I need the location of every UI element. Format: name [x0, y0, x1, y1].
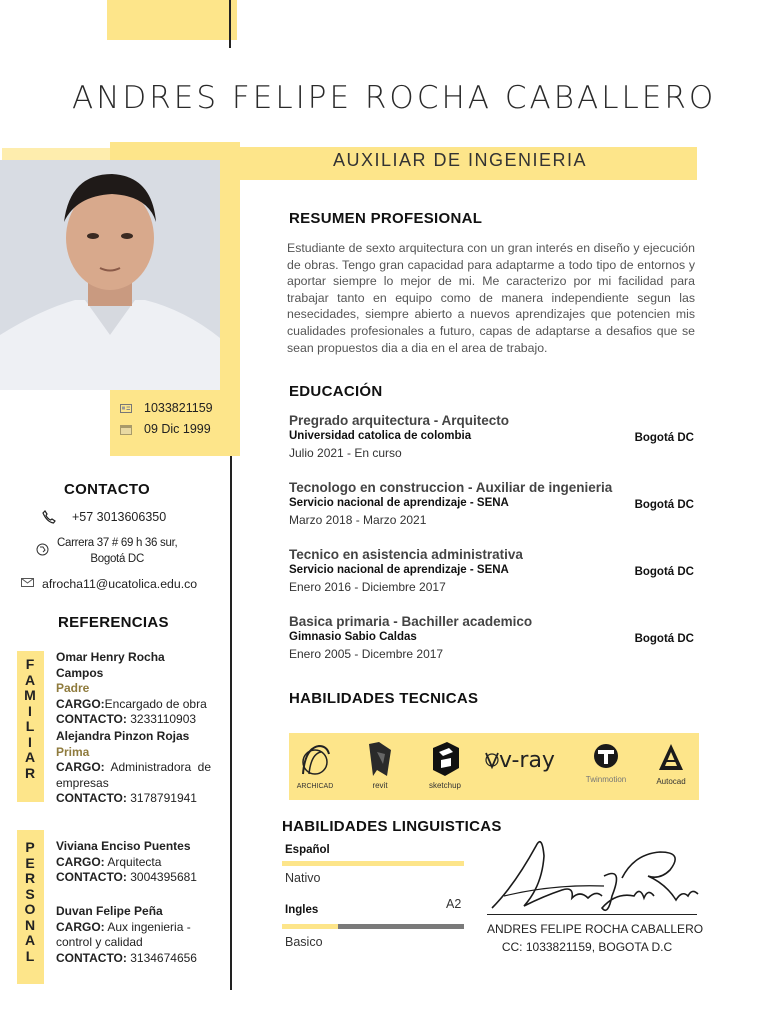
- portrait-icon: [0, 160, 220, 390]
- languages-heading: HABILIDADES LINGUISTICAS: [282, 818, 502, 835]
- id-row: [120, 401, 213, 415]
- archicad-icon: [297, 742, 333, 776]
- skill-autocad: Autocad: [652, 742, 690, 786]
- phone-row: [42, 510, 166, 527]
- signature-line: [487, 914, 697, 915]
- language-level: Nativo: [285, 871, 321, 885]
- education-item: Tecnico en asistencia administrativa Servicio nacional de aprendizaje - SENA Bogotá DC Enero 2016 - Diciembre 2017: [289, 547, 694, 594]
- top-accent-block: [107, 0, 237, 40]
- reference-familiar-2: Alejandra Pinzon Rojas Prima CARGO: Administradora de empresas CONTACTO: 3178791941: [56, 729, 211, 805]
- language-level: Basico: [285, 935, 323, 949]
- location-icon: [36, 543, 49, 561]
- autocad-icon: [657, 742, 685, 772]
- language-code: A2: [446, 897, 462, 911]
- reference-familiar-1: Omar Henry Rocha Campos Padre CARGO:Encargado de obra CONTACTO: 3233110903: [56, 650, 207, 726]
- address-line-2: Bogotá DC: [90, 553, 144, 565]
- signature-name: ANDRES FELIPE ROCHA CABALLERO: [487, 922, 704, 936]
- twinmotion-icon: [592, 742, 620, 770]
- mail-icon: [21, 577, 34, 591]
- language-bar-english: [282, 924, 464, 929]
- id-card-icon: [120, 403, 132, 414]
- id-number: 1033821159: [144, 401, 213, 415]
- vray-icon: v-ray: [485, 748, 555, 773]
- phone-number: +57 3013606350: [72, 510, 167, 524]
- address-line-1: Carrera 37 # 69 h 36 sur,: [57, 537, 178, 549]
- column-divider-line: [230, 446, 232, 990]
- reference-personal-1: Viviana Enciso Puentes CARGO: Arquitecta CONTACTO: 3004395681: [56, 839, 197, 884]
- language-bar-fill: [282, 924, 338, 929]
- phone-icon: [42, 510, 56, 527]
- full-name: ANDRES FELIPE ROCHA CABALLERO: [72, 80, 717, 116]
- education-item: Pregrado arquitectura - Arquitecto Universidad catolica de colombia Bogotá DC Julio 2021 - En curso: [289, 413, 694, 460]
- references-heading: REFERENCIAS: [58, 614, 169, 631]
- language-bar-fill: [282, 861, 464, 866]
- education-item: Tecnologo en construccion - Auxiliar de ingenieria Servicio nacional de aprendizaje - SENA Bogotá DC Marzo 2018 - Marzo 2021: [289, 480, 694, 527]
- revit-icon: [365, 742, 395, 776]
- signature-id: CC: 1033821159, BOGOTA D.C: [501, 940, 673, 954]
- email-row: [21, 577, 197, 591]
- familiar-tag: F A M I L I A R: [24, 656, 36, 781]
- job-title: AUXILIAR DE INGENIERIA: [332, 150, 588, 170]
- skill-revit: revit: [360, 742, 400, 790]
- birth-date: 09 Dic 1999: [144, 422, 211, 436]
- language-bar-spanish: [282, 861, 464, 866]
- skills-heading: HABILIDADES TECNICAS: [289, 690, 479, 707]
- profile-photo: [0, 160, 220, 390]
- education-heading: EDUCACIÓN: [289, 383, 383, 400]
- address-row: [36, 535, 177, 567]
- language-name: Ingles: [285, 904, 319, 916]
- email-address: afrocha11@ucatolica.edu.co: [42, 577, 198, 591]
- reference-personal-2: Duvan Felipe Peña CARGO: Aux ingenieria - control y calidad CONTACTO: 3134674656: [56, 904, 197, 965]
- skill-vray: [483, 748, 557, 773]
- education-item: Basica primaria - Bachiller academico Gimnasio Sabio Caldas Bogotá DC Enero 2005 - Dicembre 2017: [289, 614, 694, 661]
- skill-archicad: ARCHICAD: [294, 742, 336, 790]
- summary-text: Estudiante de sexto arquitectura con un gran interés en diseño y ejecución de obras. Tengo gran capacidad para adaptarme a todo tipo de entornos y aportar siempre lo mejor de mi. Me caracterizo por mi facilidad para trabajar tanto en equipo como de manera independiente segun las nesecidades, siempre abierto a nuevos aprendizajes que potencien mis cualidades profesionales a futuro, capas de adaptarse a desafios que se sean propuestos dia a dia en el area de trabajo.: [287, 241, 695, 355]
- birth-row: [120, 422, 211, 436]
- contact-heading: CONTACTO: [64, 481, 151, 498]
- language-name: Español: [285, 844, 330, 856]
- sketchup-icon: [429, 742, 461, 776]
- skill-sketchup: sketchup: [424, 742, 466, 790]
- summary-heading: RESUMEN PROFESIONAL: [289, 210, 483, 227]
- top-divider-line: [229, 0, 231, 48]
- calendar-icon: [120, 424, 132, 435]
- signature: [484, 826, 704, 921]
- personal-tag: P E R S O N A L: [24, 839, 36, 964]
- signature-icon: [484, 826, 704, 921]
- skill-twinmotion: Twinmotion: [578, 742, 634, 784]
